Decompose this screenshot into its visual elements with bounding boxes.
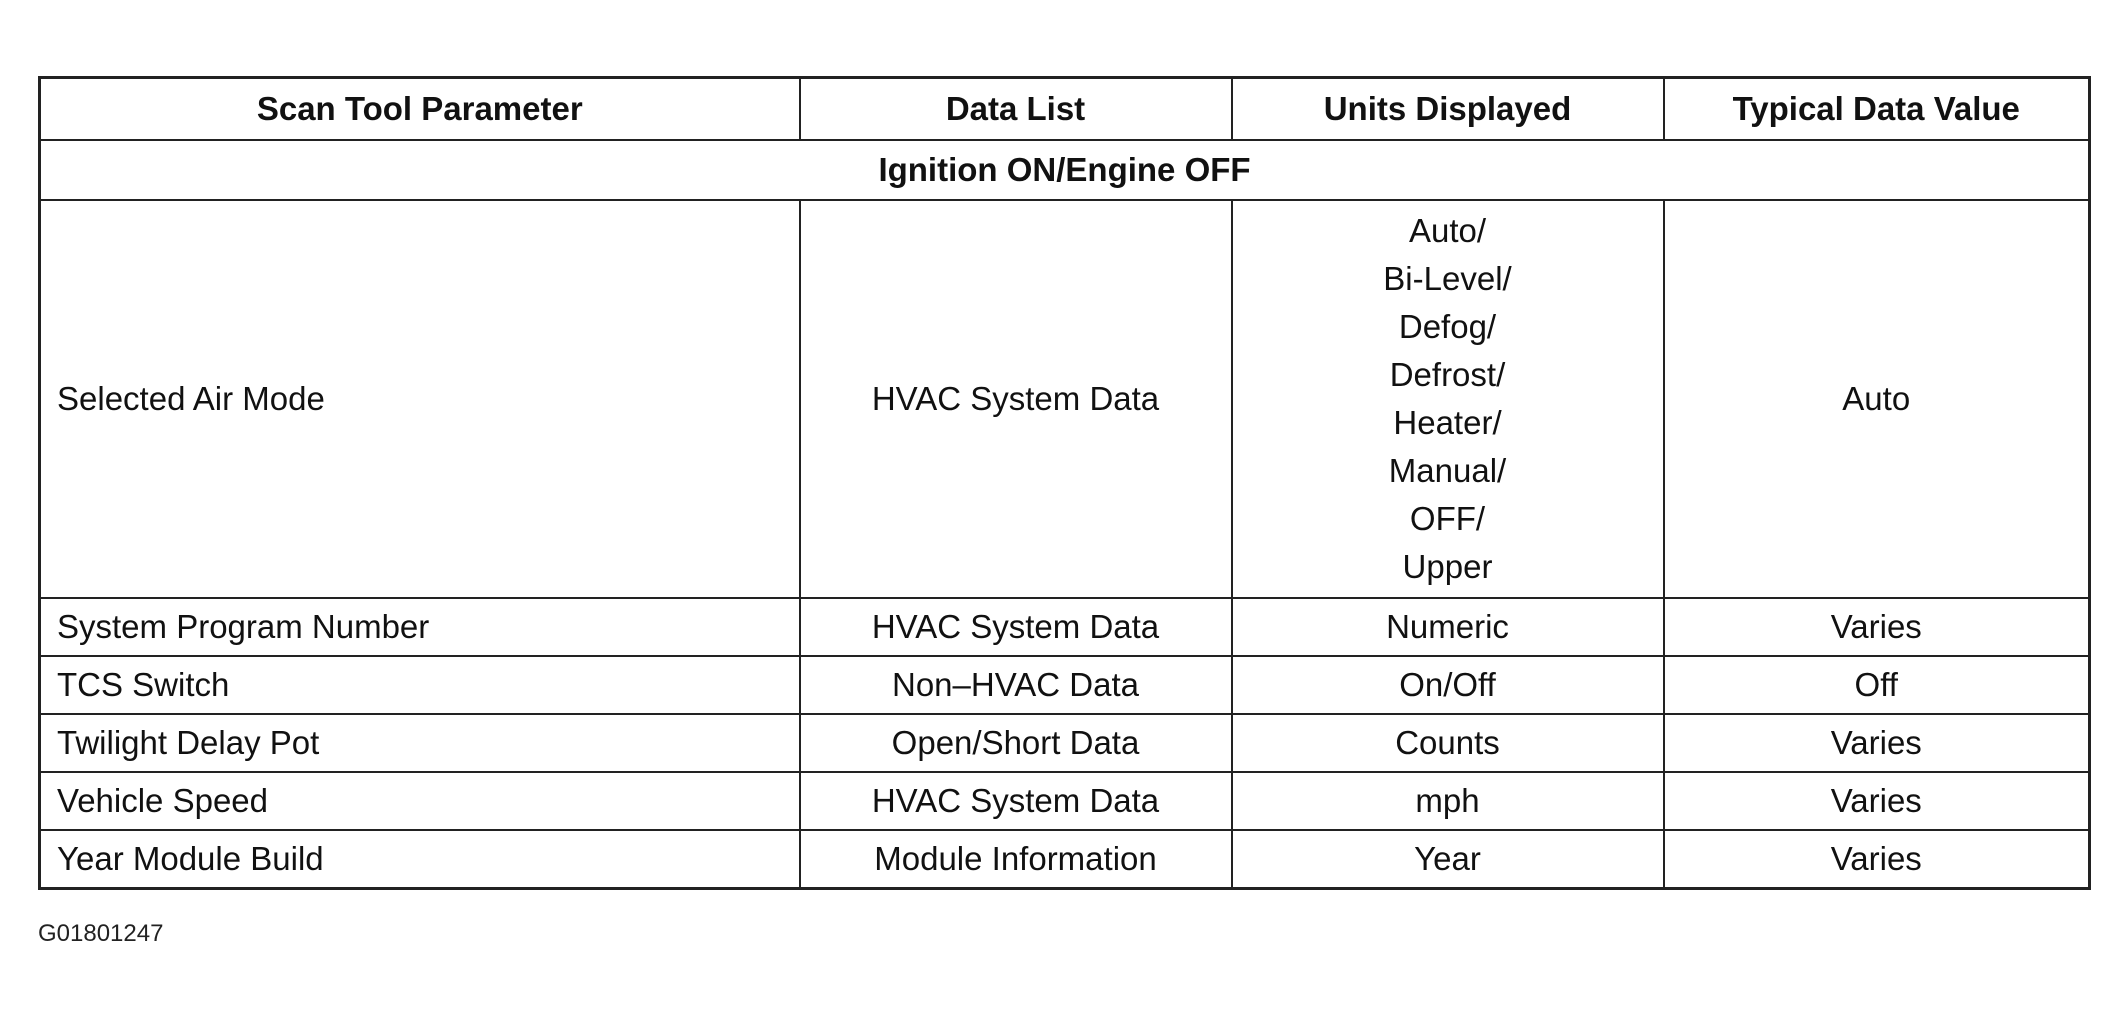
cell-data-list: HVAC System Data (800, 598, 1232, 656)
units-option: Defrost/ (1389, 356, 1506, 393)
cell-units: mph (1232, 772, 1664, 830)
cell-data-list: Module Information (800, 830, 1232, 889)
cell-parameter: Year Module Build (40, 830, 800, 889)
cell-data-list: Non–HVAC Data (800, 656, 1232, 714)
table-row (40, 656, 2090, 714)
cell-parameter: TCS Switch (40, 656, 800, 714)
header-scan-tool-parameter: Scan Tool Parameter (40, 78, 800, 141)
header-data-list: Data List (800, 78, 1232, 141)
cell-data-list: Open/Short Data (800, 714, 1232, 772)
cell-parameter: Twilight Delay Pot (40, 714, 800, 772)
table-row (40, 200, 2090, 598)
units-option: OFF/ (1409, 500, 1486, 537)
cell-units (1232, 200, 1664, 598)
units-option: Defog/ (1398, 308, 1497, 345)
header-typical-data-value: Typical Data Value (1664, 78, 2090, 141)
cell-typical: Off (1664, 656, 2090, 714)
cell-data-list: HVAC System Data (800, 200, 1232, 598)
units-option: Heater/ (1393, 404, 1502, 441)
units-option: Auto/ (1408, 212, 1487, 249)
units-option: Manual/ (1388, 452, 1507, 489)
cell-typical: Auto (1664, 200, 2090, 598)
table-row (40, 830, 2090, 889)
cell-parameter: Vehicle Speed (40, 772, 800, 830)
units-option: Upper (1402, 548, 1493, 585)
cell-units: On/Off (1232, 656, 1664, 714)
section-row (40, 140, 2090, 200)
table-row (40, 714, 2090, 772)
table-row (40, 772, 2090, 830)
section-title: Ignition ON/Engine OFF (40, 140, 2090, 200)
figure-id: G01801247 (38, 920, 164, 947)
cell-typical: Varies (1664, 830, 2090, 889)
scan-tool-data-table (38, 76, 2091, 890)
header-units-displayed: Units Displayed (1232, 78, 1664, 141)
scan-tool-table-container (38, 76, 2088, 890)
header-row (40, 78, 2090, 141)
cell-parameter: System Program Number (40, 598, 800, 656)
cell-units: Year (1232, 830, 1664, 889)
cell-units: Numeric (1232, 598, 1664, 656)
cell-parameter: Selected Air Mode (40, 200, 800, 598)
cell-typical: Varies (1664, 772, 2090, 830)
units-option: Bi-Level/ (1383, 260, 1512, 297)
cell-typical: Varies (1664, 598, 2090, 656)
units-list (1249, 207, 1647, 591)
cell-units: Counts (1232, 714, 1664, 772)
table-row (40, 598, 2090, 656)
cell-typical: Varies (1664, 714, 2090, 772)
cell-data-list: HVAC System Data (800, 772, 1232, 830)
